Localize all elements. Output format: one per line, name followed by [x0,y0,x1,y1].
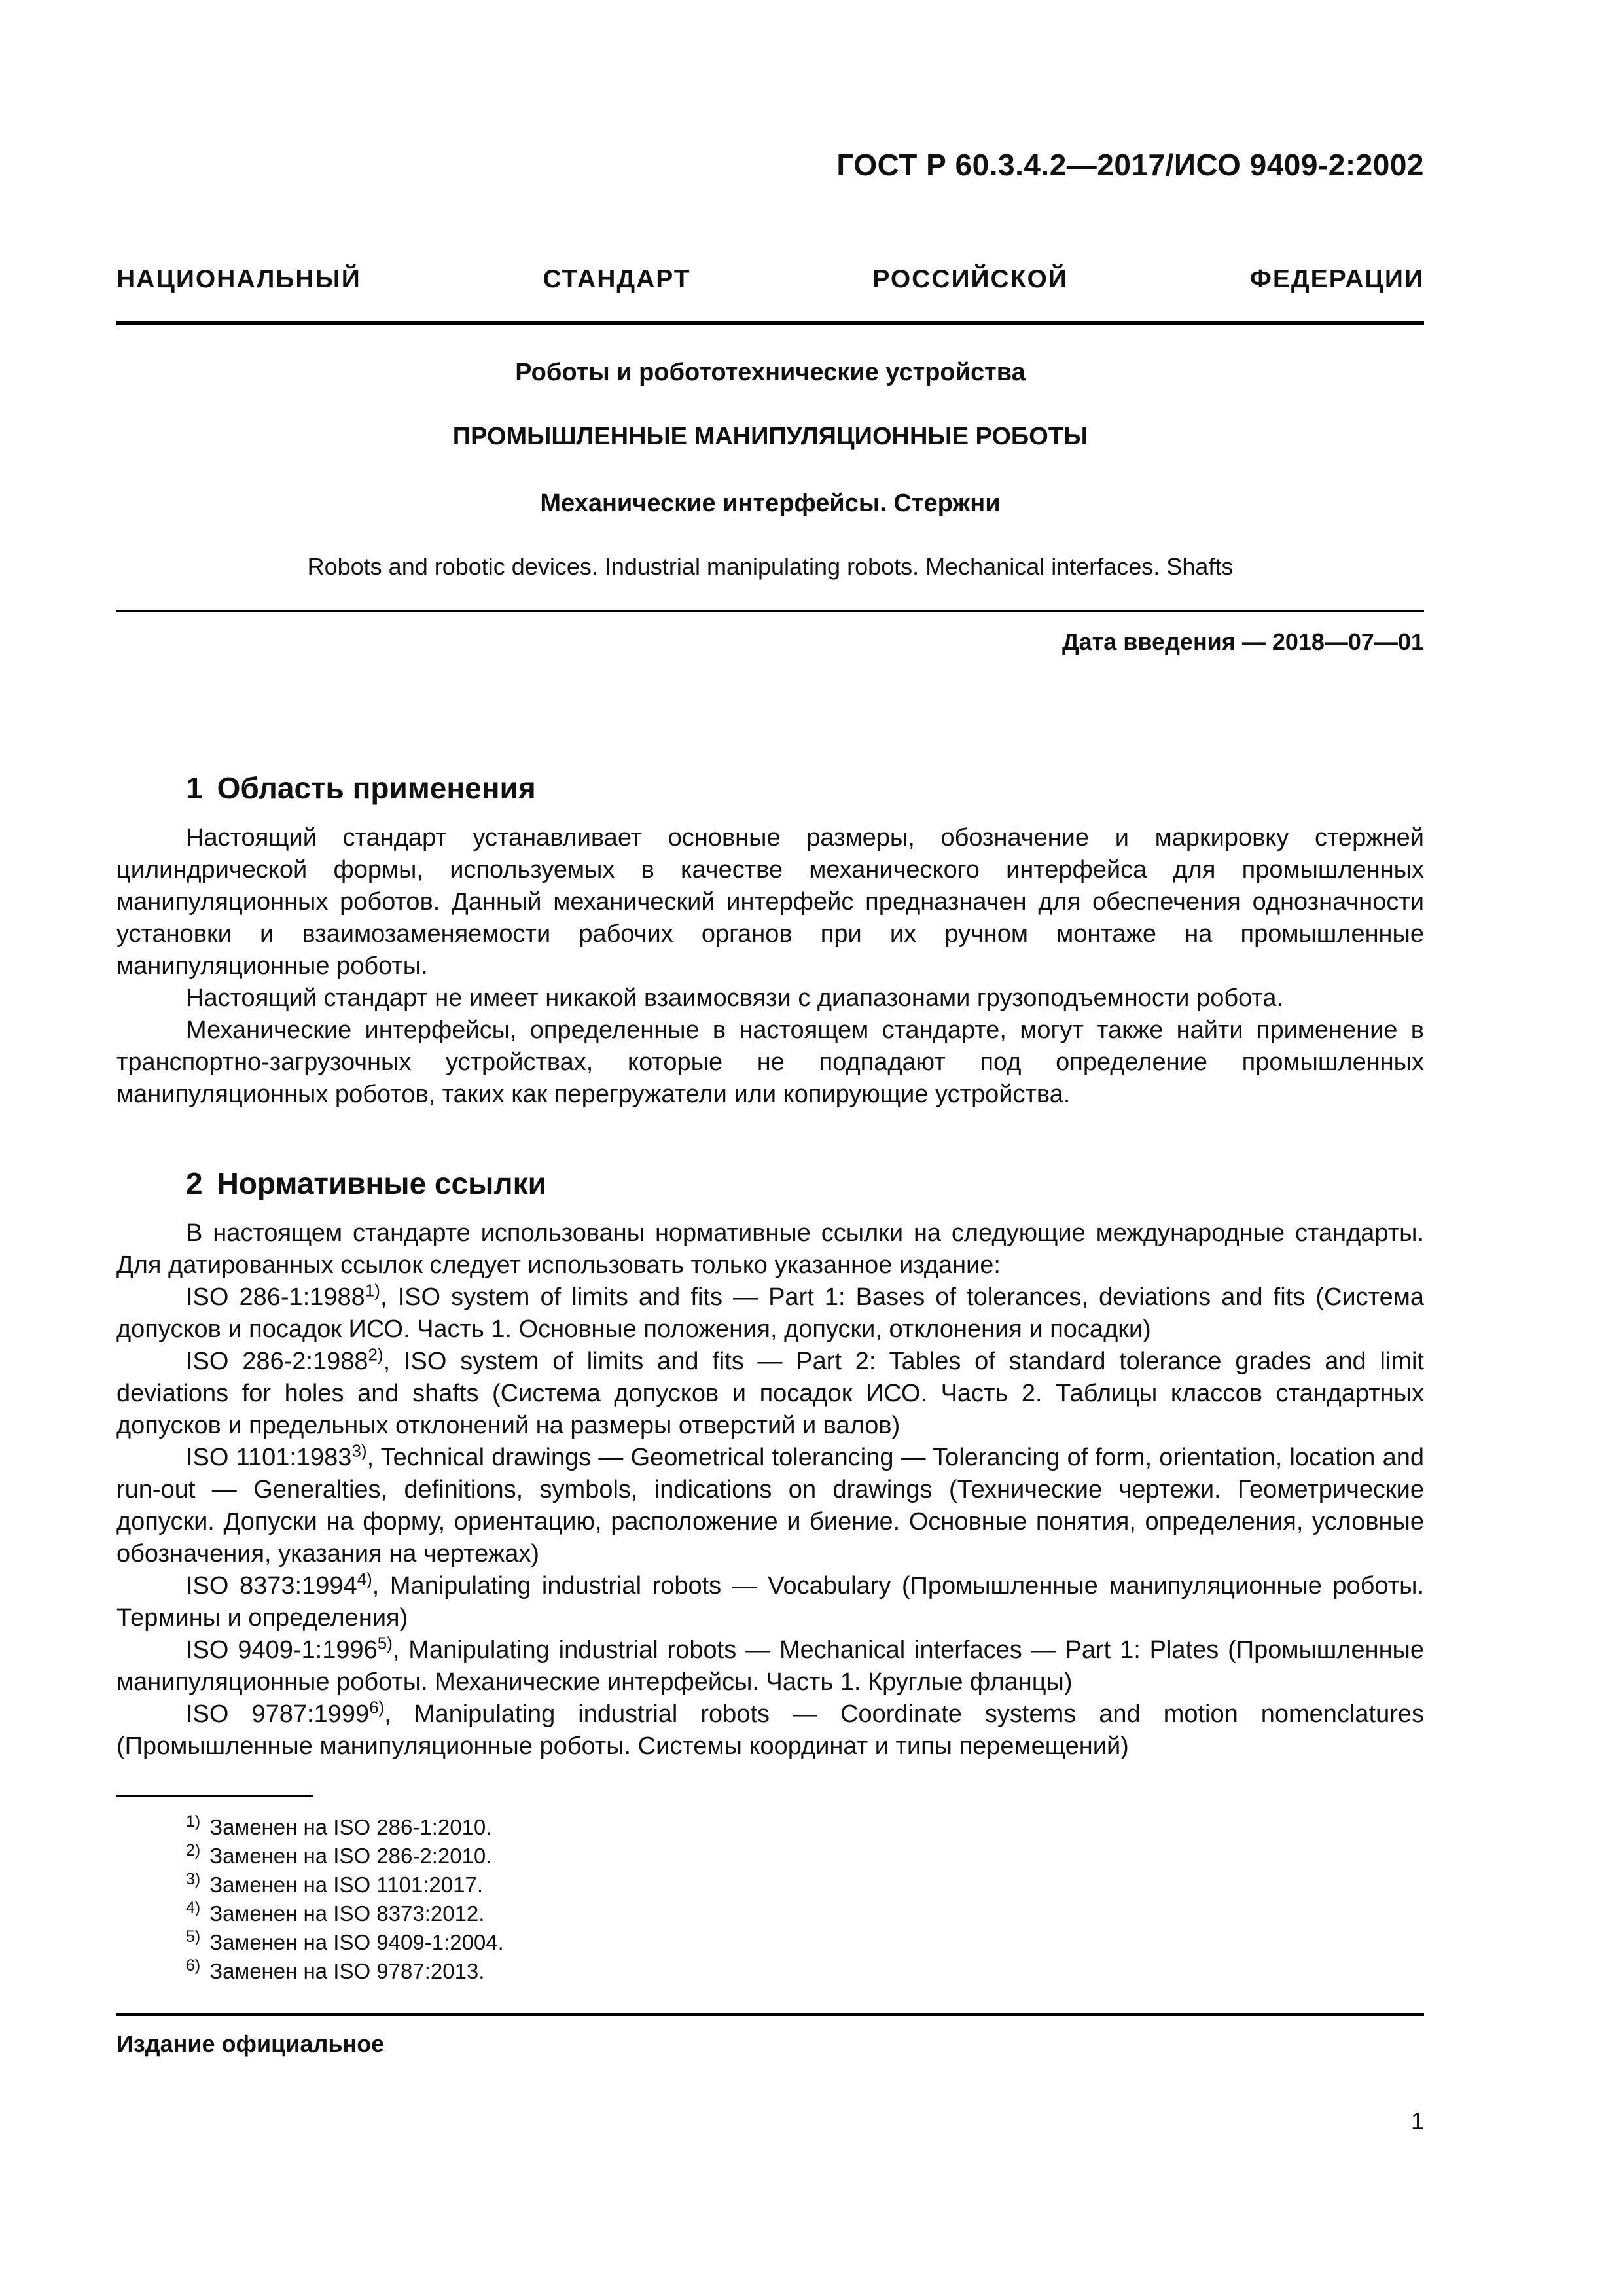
section-1-heading [186,770,536,806]
footnote [186,1842,504,1871]
footnote-marker: 1) [365,1280,380,1300]
english-title: Robots and robotic devices. Industrial manipulating robots. Mechanical interfaces. Shafts [307,553,1234,580]
footer-rule [116,2013,1424,2016]
footnote-marker: 3) [351,1441,367,1461]
title-line-3: Механические интерфейсы. Стержни [540,490,1001,517]
section-2-body [116,1217,1424,1763]
section-1-paragraph-1: Настоящий стандарт устанавливает основные размеры, обозначение и маркировку стержней цилиндрической формы, используемых в качестве механического интерфейса для промышленных манипуляционных роботов. Данный механический интерфейс предназначен для обеспечения однозначности установки и взаимозаменяемости рабочих органов при их ручном монтаже на промышленные манипуляционные роботы. [116,824,1424,980]
footnotes [186,1813,504,1986]
reference-text: , Manipulating industrial robots — Vocabulary (Промышленные манипуляционные роботы. Термины и определения) [116,1572,1424,1632]
official-edition-label: Издание официальное [116,2030,385,2057]
footnote-number: 2) [186,1841,201,1859]
section-1-paragraph-3: Механические интерфейсы, определенные в настоящем стандарте, могут также найти применение в транспортно-загрузочных устройствах, которые не подпадают под определение промышленных манипуляционных роботов, таких как перегружатели или копирующие устройства. [116,1016,1424,1108]
footnote-separator [116,1795,313,1797]
footnote-text: Заменен на ISO 8373:2012. [209,1901,485,1926]
section-2-title: Нормативные ссылки [217,1166,546,1200]
reference-code: ISO 1101:1983 [186,1444,352,1471]
section-2-intro: В настоящем стандарте использованы нормативные ссылки на следующие международные стандарты. Для датированных ссылок следует использовать только указанное издание: [116,1219,1424,1279]
reference-code: ISO 286-1:1988 [186,1283,365,1311]
footnote-marker: 2) [368,1344,383,1365]
title-line-1: Роботы и робототехнические устройства [515,359,1026,386]
footnote [186,1871,504,1899]
section-2-heading [186,1166,546,1201]
footnote-marker: 6) [369,1697,385,1717]
footnote-text: Заменен на ISO 286-1:2010. [209,1815,492,1839]
title-rule [116,610,1424,612]
footnote-text: Заменен на ISO 9787:2013. [209,1959,485,1983]
footnote-number: 5) [186,1928,201,1946]
footnote-text: Заменен на ISO 9409-1:2004. [209,1930,504,1954]
reference-code: ISO 9787:1999 [186,1700,370,1728]
reference-text: , Manipulating industrial robots — Coordinate systems and motion nomenclatures (Промышленные манипуляционные роботы. Системы координат и типы перемещений) [116,1700,1424,1760]
footnote-number: 6) [186,1956,201,1975]
footnote-text: Заменен на ISO 1101:2017. [209,1873,484,1897]
national-standard-banner: НАЦИОНАЛЬНЫЙ СТАНДАРТ РОССИЙСКОЙ ФЕДЕРАЦИИ [116,265,1424,293]
section-1-title: Область применения [217,771,536,805]
footnote-marker: 5) [377,1633,393,1653]
document-id: ГОСТ Р 60.3.4.2—2017/ИСО 9409-2:2002 [836,148,1424,182]
header-thick-rule [116,321,1424,325]
footnote-number: 3) [186,1870,201,1888]
footnote [186,1813,504,1842]
reference-code: ISO 9409-1:1996 [186,1636,378,1664]
section-1-body [116,822,1424,1111]
reference-item [116,1442,1424,1570]
footnote-text: Заменен на ISO 286-2:2010. [209,1844,492,1868]
section-1-number: 1 [186,771,203,805]
reference-item [116,1634,1424,1698]
footnote-number: 4) [186,1899,201,1917]
reference-item [116,1346,1424,1442]
reference-item [116,1570,1424,1634]
section-1-paragraph-2: Настоящий стандарт не имеет никакой взаимосвязи с диапазонами грузоподъемности робота. [186,984,1284,1012]
footnote-marker: 4) [357,1569,372,1589]
reference-text: , Manipulating industrial robots — Mechanical interfaces — Part 1: Plates (Промышленные манипуляционные роботы. Механические интерфейсы. Часть 1. Круглые фланцы) [116,1636,1424,1696]
reference-text: , Technical drawings — Geometrical tolerancing — Tolerancing of form, orientation, location and run-out — Generalties, definitions, symbols, indications on drawings (Технические чертежи. Геометрические допуски. Допуски на форму, ориентацию, расположение и биение. Основные понятия, определения, условные обозначения, указания на чертежах) [116,1444,1424,1568]
page-number: 1 [1410,2108,1424,2134]
footnote [186,1899,504,1928]
footnote [186,1957,504,1986]
footnote-number: 1) [186,1812,201,1831]
introduction-date: Дата введения — 2018—07—01 [1061,628,1424,655]
reference-text: , ISO system of limits and fits — Part 1: Bases of tolerances, deviations and fits (Система допусков и посадок ИСО. Часть 1. Основные положения, допуски, отклонения и посадки) [116,1283,1424,1343]
reference-text: , ISO system of limits and fits — Part 2: Tables of standard tolerance grades and limit deviations for holes and shafts (Система допусков и посадок ИСО. Часть 2. Таблицы классов стандартных допусков и предельных отклонений на размеры отверстий и валов) [116,1348,1424,1439]
reference-code: ISO 8373:1994 [186,1572,357,1600]
reference-item [116,1282,1424,1346]
title-line-2: ПРОМЫШЛЕННЫЕ МАНИПУЛЯЦИОННЫЕ РОБОТЫ [452,423,1088,450]
reference-item [116,1698,1424,1763]
footnote [186,1928,504,1957]
section-2-number: 2 [186,1166,203,1200]
reference-code: ISO 286-2:1988 [186,1348,368,1375]
